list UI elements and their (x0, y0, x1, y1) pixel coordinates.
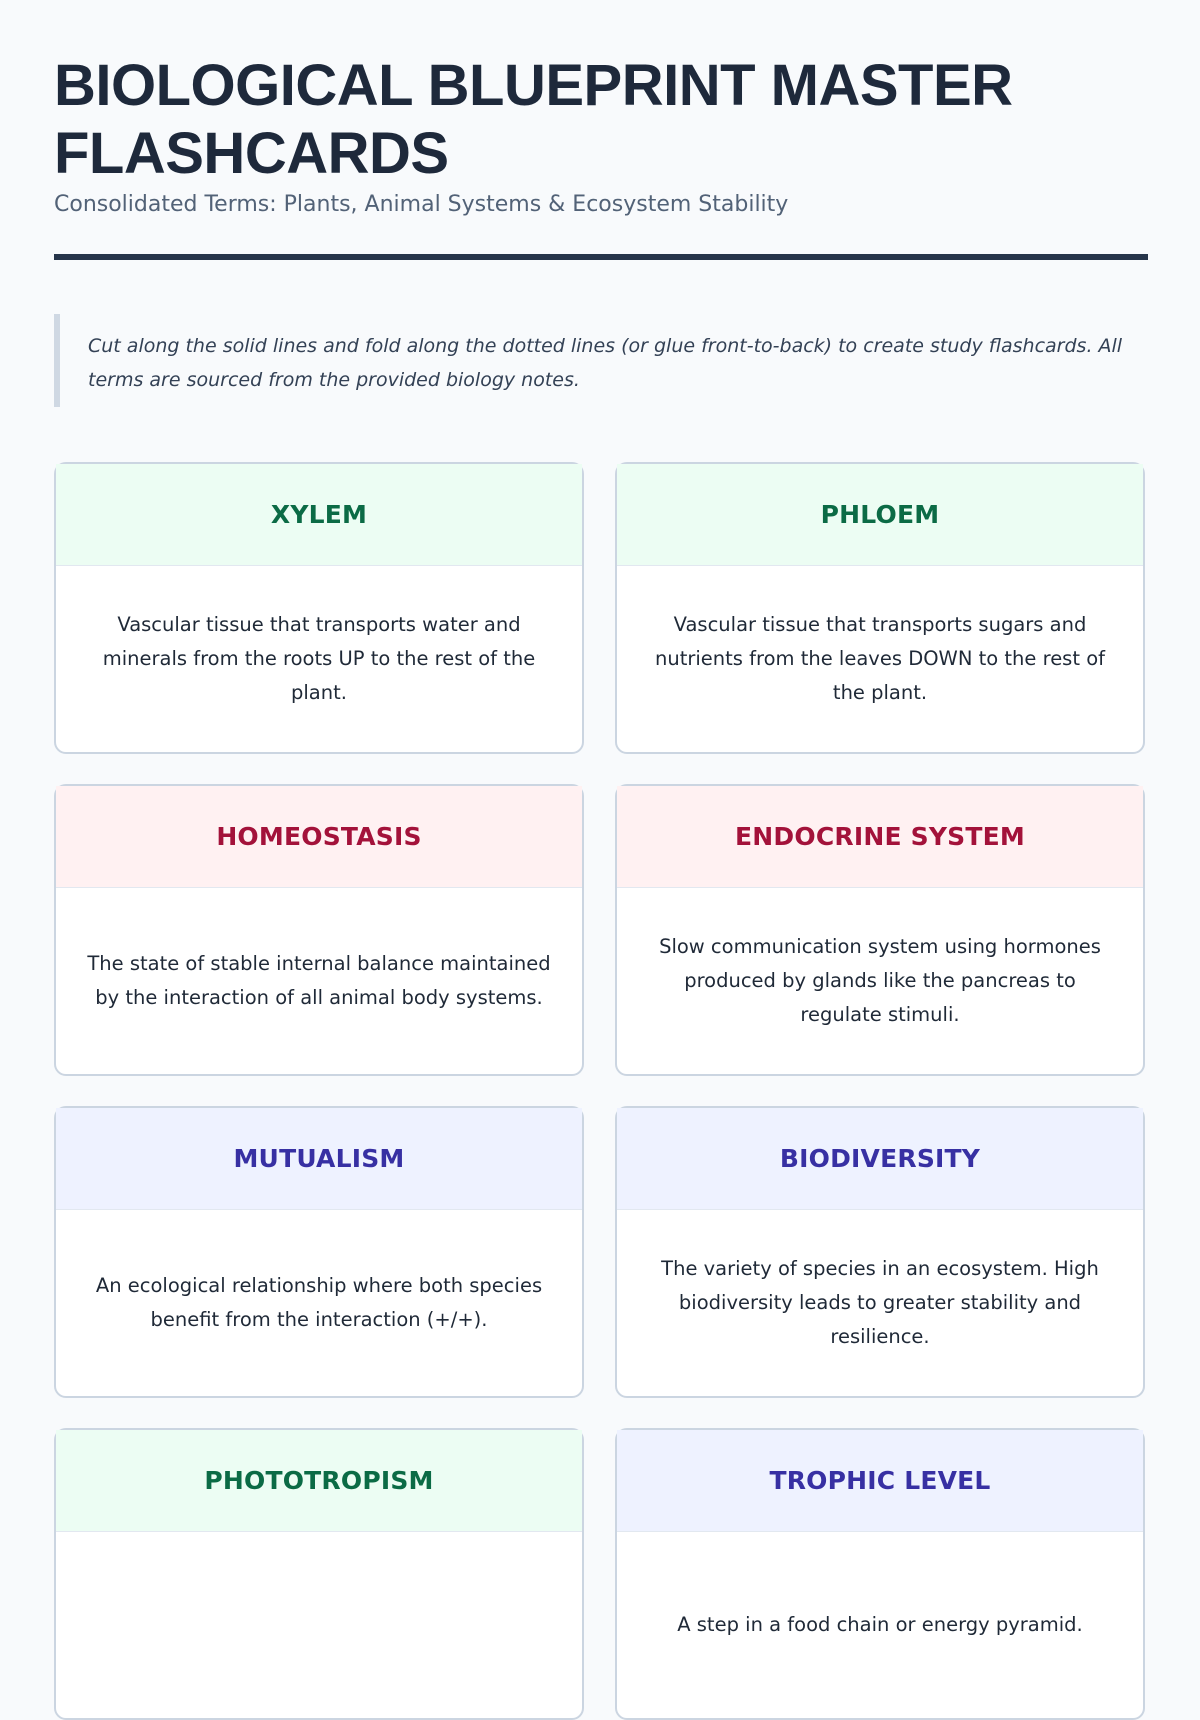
flashcard-header (56, 1430, 582, 1532)
flashcard-body (617, 1532, 1143, 1718)
flashcard-header (617, 1430, 1143, 1532)
flashcard-definition: An ecological relationship where both species benefit from the interaction (+/+). (95, 1274, 543, 1331)
flashcard-definition: A step in a food chain or energy pyramid. (677, 1613, 1083, 1636)
flashcard-term: PHOTOTROPISM (204, 1466, 434, 1495)
flashcard-body (56, 566, 582, 752)
flashcard-mutualism[interactable] (54, 1106, 584, 1398)
header-divider (54, 254, 1148, 260)
flashcard-header (617, 786, 1143, 888)
flashcard-header (56, 464, 582, 566)
flashcard-term: ENDOCRINE SYSTEM (735, 822, 1025, 851)
flashcard-trophic-level[interactable] (615, 1428, 1145, 1720)
flashcard-phototropism[interactable] (54, 1428, 584, 1720)
page-subtitle: Consolidated Terms: Plants, Animal Systems & Ecosystem Stability (54, 192, 789, 217)
flashcard-header (56, 786, 582, 888)
flashcard-term: PHLOEM (820, 500, 940, 529)
flashcard-definition: Vascular tissue that transports sugars and nutrients from the leaves DOWN to the rest of the plant. (655, 613, 1105, 704)
instructions-text: Cut along the solid lines and fold along the dotted lines (or glue front-to-back) to create study flashcards. All terms are sourced from the provided biology notes. (88, 335, 1123, 391)
flashcard-biodiversity[interactable] (615, 1106, 1145, 1398)
flashcard-header (617, 1108, 1143, 1210)
instructions-callout (54, 314, 1148, 407)
flashcard-body (617, 1210, 1143, 1396)
flashcard-header (617, 464, 1143, 566)
flashcard-body (617, 566, 1143, 752)
flashcard-definition: Slow communication system using hormones produced by glands like the pancreas to regulate stimuli. (659, 935, 1101, 1026)
flashcard-endocrine-system[interactable] (615, 784, 1145, 1076)
flashcard-body (617, 888, 1143, 1074)
page-title: BIOLOGICAL BLUEPRINT MASTER FLASHCARDS (54, 53, 1013, 186)
flashcard-term: BIODIVERSITY (779, 1144, 981, 1173)
flashcard-definition: The state of stable internal balance maintained by the interaction of all animal body systems. (87, 952, 551, 1009)
flashcard-phloem[interactable] (615, 462, 1145, 754)
flashcard-xylem[interactable] (54, 462, 584, 754)
flashcard-homeostasis[interactable] (54, 784, 584, 1076)
flashcard-definition: Vascular tissue that transports water and minerals from the roots UP to the rest of the plant. (102, 613, 536, 704)
flashcard-definition: The variety of species in an ecosystem. High biodiversity leads to greater stability and resilience. (661, 1257, 1099, 1348)
flashcard-body (56, 1532, 582, 1718)
flashcard-body (56, 888, 582, 1074)
flashcard-term: MUTUALISM (233, 1144, 405, 1173)
flashcard-body (56, 1210, 582, 1396)
flashcard-term: XYLEM (270, 500, 368, 529)
flashcard-term: HOMEOSTASIS (216, 822, 422, 851)
flashcard-header (56, 1108, 582, 1210)
flashcard-term: TROPHIC LEVEL (769, 1466, 991, 1495)
